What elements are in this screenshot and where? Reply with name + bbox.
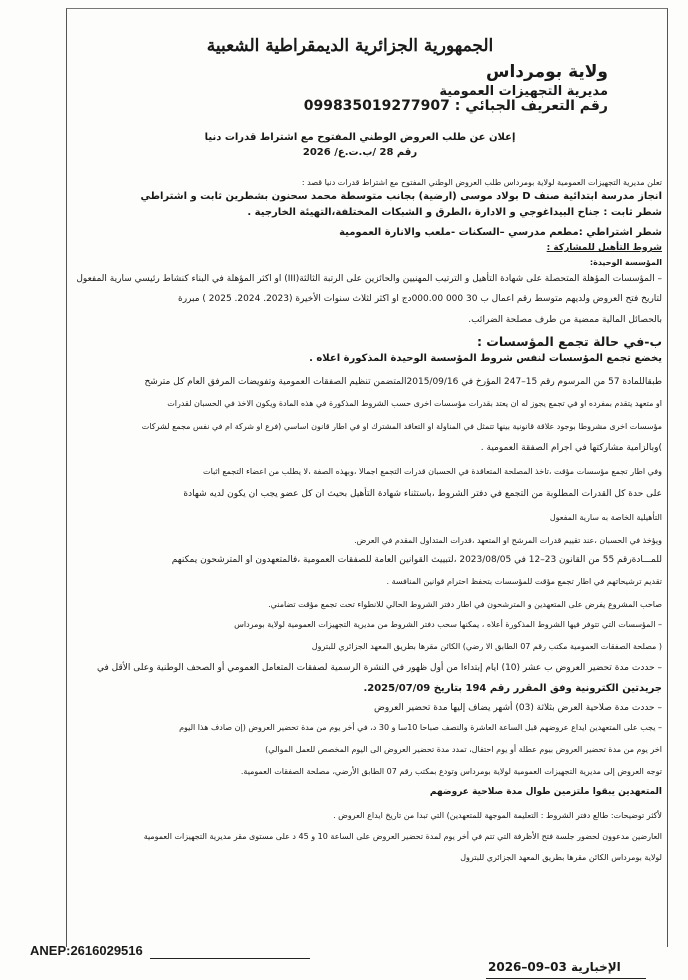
publication-date: الإخبارية 03–09–2026 — [488, 960, 621, 974]
project-title: انجاز مدرسة ابتدائية صنف D بولاد موسى (ارضية) بجانب متوسطة محمد سحنون بشطرين ثابت و اشتراطي — [140, 191, 662, 202]
directorate-name: مديرية التجهيزات العمومية — [439, 84, 608, 99]
article-57-line-1: طبقاللمادة 57 من المرسوم رقم 15–247 المؤرخ في 2015/09/16المتضمن تنظيم الصفقات العمومية وتفويضات المرفق العام كل مترشح — [144, 377, 662, 387]
grouping-line-3: التأهيلية الخاصة به سارية المفعول — [549, 512, 662, 522]
turnover-line: ويؤخذ في الحسبان ،عند تقييم قدرات المرشح او المتعهد ،قدرات المتداول المقدم في العرض. — [354, 535, 662, 545]
fixed-part: شطر ثابت : جناح البيداغوجي و الادارة ،الطرق و الشبكات المختلفة،التهيئة الخارجية . — [247, 207, 662, 218]
commitment-line: المتعهدين يبقوا ملتزمين طوال مدة صلاحية عروضهم — [429, 787, 662, 797]
grouping-line-1: وفي اطار تجمع مؤسسات مؤقت ،تاخذ المصلحة المتعاقدة في الحسبان قدرات التجمع اجمالا ،وبهذه الصفة ،لا يطلب من اعضاء التجمع اثبات — [203, 467, 662, 476]
article-57-line-3: مؤسسات اخرى مشروطا بوجود علاقة قانونية بينها تتمثل في المناولة او التعاقد المشترك او في اطار قانون اساسي (فرع او شركة ام في نفس مجمع لشركات — [141, 421, 662, 431]
article-55-line-1: للمـــادةرقم 55 من القانون 23–12 في 2023/08/05 ،لتبييث القوانين العامة للصفقات العمومية ،فالمتعهدون او المترشحون يمكنهم — [171, 554, 662, 565]
withdrawal-line-1: – المؤسسات التي تتوفر فيها الشروط المذكورة أعلاه ، يمكنها سحب دفتر الشروط من مديرية التجهيزات العمومية لولاية بومرداس — [234, 620, 662, 629]
withdrawal-line-2: ( مصلحة الصفقات العمومية مكتب رقم 07 الطابق الا رضي) الكائن مقرها بطريق المعهد الجزائري للبترول — [311, 642, 662, 651]
republic-heading: الجمهورية الجزائرية الديمقراطية الشعبية — [206, 36, 494, 56]
announcement-number: رقم 28 /ب.ت.ع/ 2026 — [302, 147, 418, 158]
announcement-heading — [150, 130, 570, 160]
opening-line-2: لولاية بومرداس الكائن مقرها بطريق المعهد الجزائري للبترول — [460, 852, 662, 862]
condition-line-2: لتاريخ فتح العروض ولديهم متوسط رقم اعمال ب 30 000 000.00دج او اكثر لثلاث سنوات الأخيرة (2023. 2024. 2025 ) مبررة — [177, 294, 662, 304]
preparation-line-1: – حددت مدة تحضير العروض ب عشر (10) ايام إبتداءا من أول ظهور في النشرة الرسمية لصفقات المتعامل العمومي أو الصحف الوطنية وعلى الأقل في — [96, 663, 662, 673]
article-55-line-2: تقديم ترشيحاتهم في اطار تجمع مؤقت للمؤسسات بتحفظ احترام قوانين المنافسة . — [386, 577, 662, 586]
grouping-line-2: على حدة كل القدرات المطلوبة من التجمع في دفتر الشروط ،باستثناء شهادة التأهيل بحيث ان كل عضو يجب ان يكون لديه شهادة — [183, 489, 662, 499]
tax-id: رقم التعريف الجبائي : 099835019277907 — [303, 98, 608, 114]
deposit-line-1: – يجب على المتعهدين ايداع عروضهم قبل الساعة العاشرة والنصف صباحا 10سا و 30 د، في أخر يوم من مدة تحضير العروض (إن صادف هذا اليوم — [179, 723, 662, 732]
deposit-line-2: اخر يوم من مدة تحضير العروض بيوم عطلة أو يوم احتفال، تمدد مدة تحضير العروض الى اليوم المخصص للعمل الموالي) — [265, 745, 662, 754]
article-57-line-4: )وبالزامية مشاركتها في اجرام الصفقة العمومية . — [480, 442, 662, 453]
intro-text: تعلن مديرية التجهيزات العمومية لولاية بومرداس طلب العروض الوطني المفتوح مع اشتراط قدرات دنيا قصد : — [301, 178, 662, 187]
anep-reference: ANEP:2616029516 — [30, 943, 143, 958]
conditions-title: شروط التأهيل للمشاركة : — [546, 243, 662, 253]
footer — [0, 940, 688, 980]
preparation-line-2: جريدتين الكترونية وفق المقرر رقم 194 بتاريخ 2025/07/09. — [363, 682, 662, 694]
footer-rule-right — [486, 978, 646, 979]
opening-line-1: العارضين مدعوون لحضور جلسة فتح الأظرفة التي تتم في أخر يوم لمدة تحضير العروض على الساعة 10 و 45 د على مستوى مقر مديرية التجهيزات العمومية — [143, 831, 662, 841]
offers-address-line: توجه العروض إلى مديرية التجهيزات العمومية لولاية بومرداس وتودع بمكتب رقم 07 الطابق الأرضي، مصلحة الصفقات العمومية. — [240, 767, 662, 776]
wilaya-name: ولاية بومرداس — [486, 62, 608, 82]
optional-part: شطر اشتراطي :مطعم مدرسي –السكنات -ملعب والانارة العمومية — [339, 227, 662, 238]
announcement-body — [74, 176, 662, 864]
grouping-title: ب-في حالة تجمع المؤسسات : — [476, 334, 662, 349]
solidarity-line: صاحب المشروع يفرض على المتعهدين و المترشحون في اطار دفتر الشروط الحالي للانطواء تحت تجمع مؤقت تضامني. — [268, 600, 662, 609]
condition-line-3: بالحصائل المالية ممضية من طرف مصلحة الضرائب. — [468, 314, 662, 325]
grouping-subtitle: يخضع تجمع المؤسسات لنفس شروط المؤسسة الوحيدة المذكورة اعلاه . — [309, 353, 662, 364]
validity-line: – حددت مدة صلاحية العرض بثلاثة (03) أشهر يضاف إليها مدة تحضير العروض — [373, 702, 662, 713]
announcement-title: إعلان عن طلب العروض الوطني المفتوح مع اشتراط قدرات دنيا — [204, 132, 516, 143]
footer-rule-left — [150, 958, 310, 959]
clarification-line: لأكثر توضيحات: طالع دفتر الشروط : التعليمة الموجهة للمتعهدين) التي تبدا من تاريخ ايداع العروض . — [333, 810, 662, 820]
article-57-line-2: او متعهد يتقدم بمفرده او في تجمع يجوز له ان يعتد بقدرات مؤسسات اخرى حسب الشروط المذكورة في هذه المادة ويكون الاخذ في الحسبان لقدرات — [167, 398, 662, 408]
condition-line-1: – المؤسسات المؤهلة المتحصلة على شهادة التأهيل و الترتيب المهنيين والحائزين على الرتبة الثالثة(III) او اكثر المؤهلة في البناء كنشاط رئيسي سارية المفعول — [76, 273, 662, 284]
single-firm-label: المؤسسة الوحيدة: — [589, 257, 662, 267]
